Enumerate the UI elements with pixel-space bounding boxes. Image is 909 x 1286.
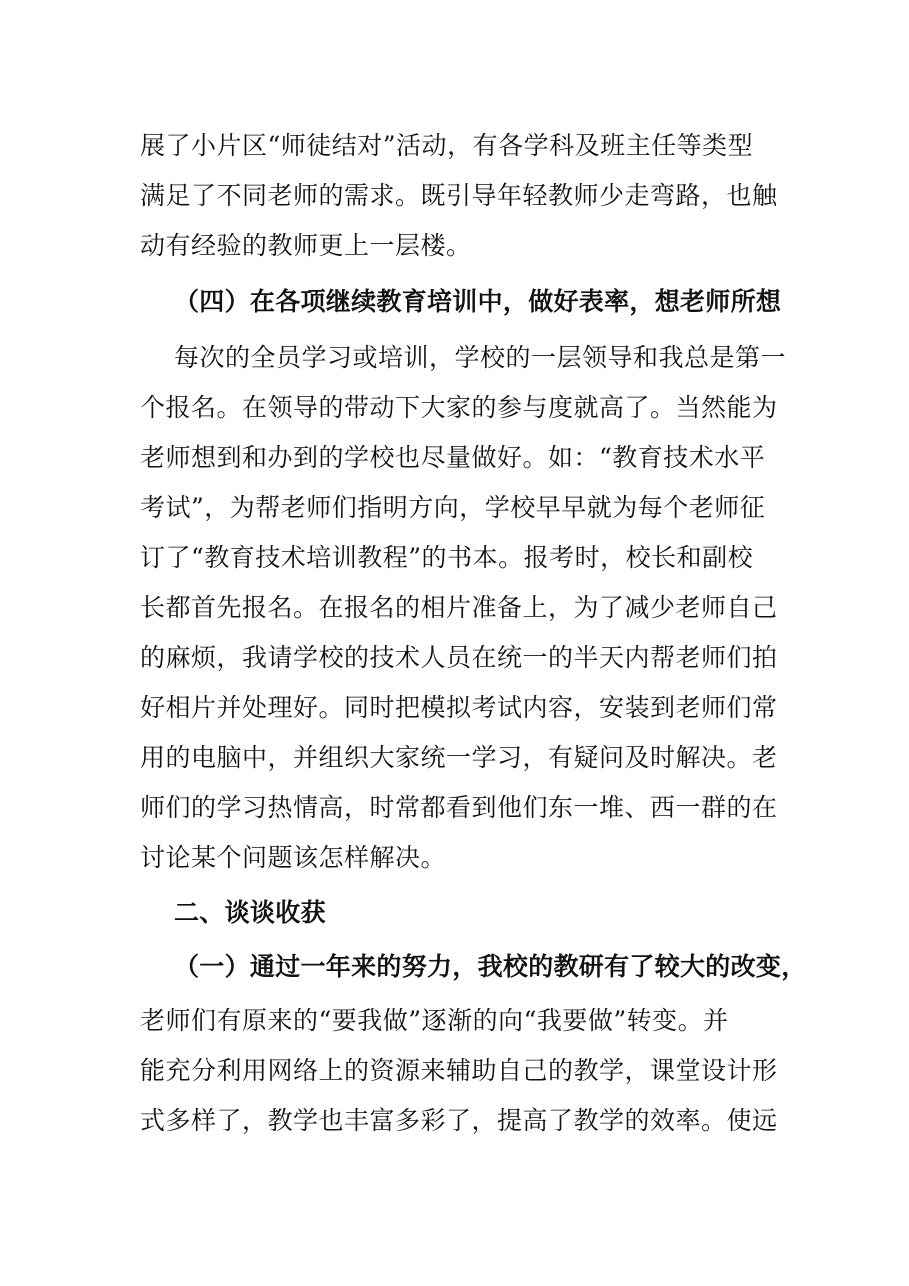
- paragraph-line: 个报名。在领导的带动下大家的参与度就高了。当然能为: [140, 393, 778, 422]
- paragraph-line: 用的电脑中，并组织大家统一学习，有疑问及时解决。老: [140, 743, 778, 772]
- paragraph-line: 的麻烦，我请学校的技术人员在统一的半天内帮老师们拍: [140, 643, 778, 672]
- paragraph-line: 能充分利用网络上的资源来辅助自己的教学，课堂设计形: [140, 1056, 778, 1085]
- paragraph-line: 师们的学习热情高，时常都看到他们东一堆、西一群的在: [140, 793, 778, 822]
- paragraph-line: 考试”，为帮老师们指明方向，学校早早就为每个老师征: [140, 493, 766, 522]
- paragraph-line: 老师们有原来的“要我做”逐渐的向“我要做”转变。并: [140, 1006, 729, 1035]
- paragraph-line: 动有经验的教师更上一层楼。: [140, 231, 472, 260]
- paragraph-line: 展了小片区“师徒结对”活动，有各学科及班主任等类型: [140, 131, 754, 160]
- paragraph-line: 老师想到和办到的学校也尽量做好。如：“教育技术水平: [140, 443, 766, 472]
- paragraph-line: 每次的全员学习或培训，学校的一层领导和我总是第一: [174, 343, 787, 372]
- paragraph-line: 好相片并处理好。同时把模拟考试内容，安装到老师们常: [140, 693, 778, 722]
- subheading-1: （一）通过一年来的努力，我校的教研有了较大的改变，: [174, 952, 807, 981]
- section-2-title: 二、谈谈收获: [174, 898, 326, 927]
- paragraph-line: 满足了不同老师的需求。既引导年轻教师少走弯路，也触: [140, 181, 778, 210]
- subheading-4: （四）在各项继续教育培训中，做好表率，想老师所想: [174, 287, 782, 316]
- paragraph-line: 订了“教育技术培训教程”的书本。报考时，校长和副校: [140, 543, 754, 572]
- paragraph-line: 式多样了，教学也丰富多彩了，提高了教学的效率。使远: [140, 1106, 778, 1135]
- paragraph-line: 长都首先报名。在报名的相片准备上，为了减少老师自己: [140, 593, 778, 622]
- paragraph-line: 讨论某个问题该怎样解决。: [140, 843, 447, 872]
